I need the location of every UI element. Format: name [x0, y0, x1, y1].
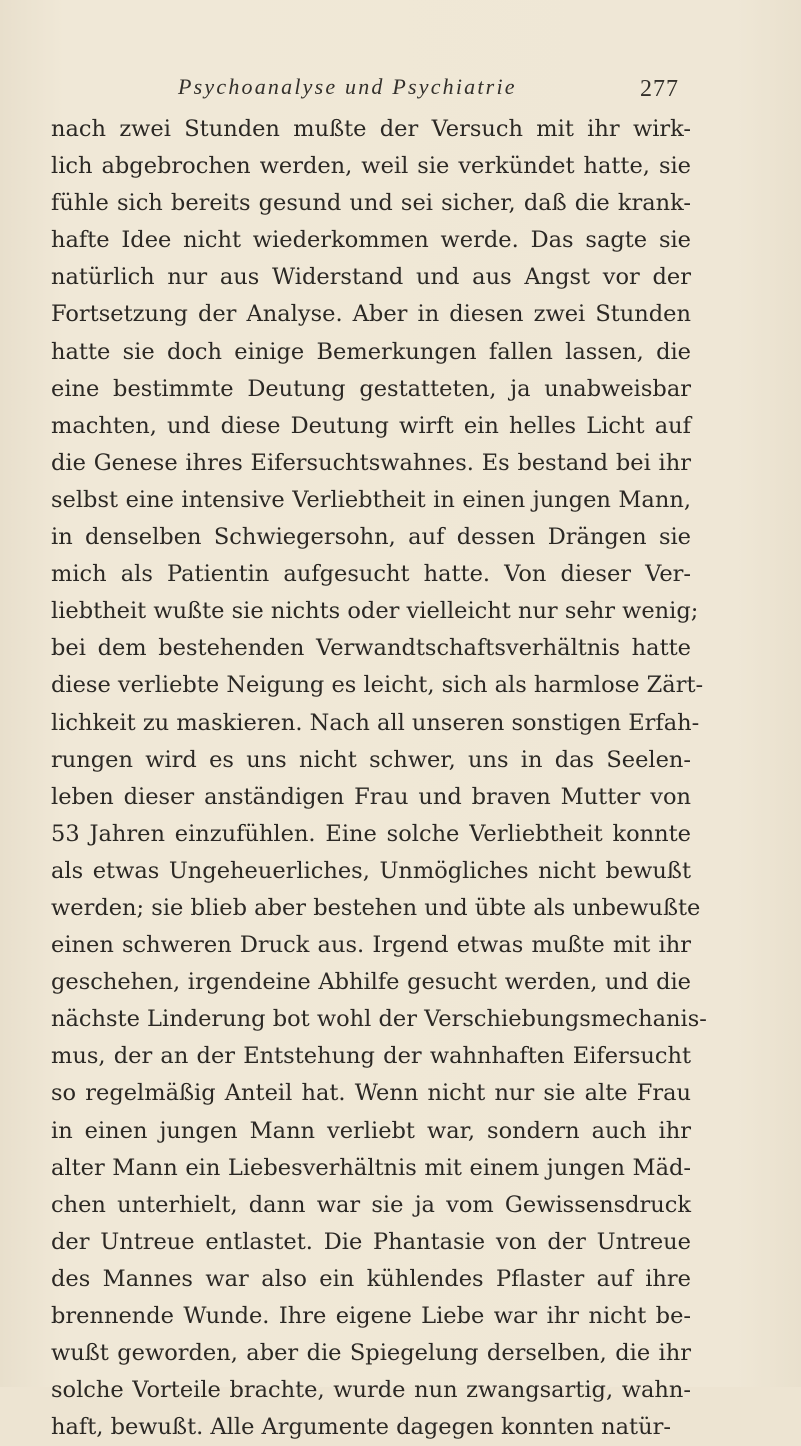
text-line: als etwas Ungeheuerliches, Unmögliches nicht bewußt: [51, 857, 691, 884]
text-line: geschehen, irgendeine Abhilfe gesucht werden, und die: [51, 969, 691, 996]
text-line: fühle sich bereits gesund und sei sicher, daß die krank-: [51, 190, 691, 217]
text-line: rungen wird es uns nicht schwer, uns in das Seelen-: [51, 746, 691, 773]
page-number: 277: [640, 76, 679, 102]
text-line: 53 Jahren einzufühlen. Eine solche Verliebtheit konnte: [51, 820, 691, 847]
text-line: brennende Wunde. Ihre eigene Liebe war ihr nicht be-: [51, 1303, 691, 1329]
text-line: lichkeit zu maskieren. Nach all unseren sonstigen Erfah-: [51, 709, 700, 736]
text-line: Fortsetzung der Analyse. Aber in diesen zwei Stunden: [51, 301, 691, 328]
text-line: natürlich nur aus Widerstand und aus Angst vor der: [51, 264, 691, 291]
text-line: lich abgebrochen werden, weil sie verkündet hatte, sie: [51, 153, 691, 180]
text-line: mus, der an der Entstehung der wahnhaften Eifersucht: [51, 1043, 691, 1070]
text-line: die Genese ihres Eifersuchtswahnes. Es bestand bei ihr: [51, 449, 691, 476]
text-line: werden; sie blieb aber bestehen und übte als unbewußte: [51, 894, 701, 921]
text-line: chen unterhielt, dann war sie ja vom Gewissensdruck: [51, 1191, 691, 1218]
text-line: mich als Patientin aufgesucht hatte. Von dieser Ver-: [51, 561, 691, 588]
text-line: machten, und diese Deutung wirft ein helles Licht auf: [51, 412, 691, 439]
text-line: nach zwei Stunden mußte der Versuch mit ihr wirk-: [51, 116, 691, 142]
text-line: liebtheit wußte sie nichts oder vielleicht nur sehr wenig;: [51, 598, 699, 625]
text-line: haft, bewußt. Alle Argumente dagegen konnten natür-: [51, 1414, 671, 1441]
running-head: Psychoanalyse und Psychiatrie: [178, 74, 517, 99]
text-line: hafte Idee nicht wiederkommen werde. Das sagte sie: [51, 227, 691, 254]
text-line: wußt geworden, aber die Spiegelung derselben, die ihr: [51, 1340, 691, 1367]
text-line: leben dieser anständigen Frau und braven Mutter von: [51, 783, 691, 810]
text-line: in denselben Schwiegersohn, auf dessen Drängen sie: [51, 524, 691, 551]
text-line: nächste Linderung bot wohl der Verschiebungsmechanis-: [51, 1006, 707, 1033]
text-line: so regelmäßig Anteil hat. Wenn nicht nur sie alte Frau: [51, 1080, 691, 1107]
text-line: der Untreue entlastet. Die Phantasie von der Untreue: [51, 1228, 691, 1255]
text-line: diese verliebte Neigung es leicht, sich als harmlose Zärt-: [51, 672, 704, 699]
text-line: alter Mann ein Liebesverhältnis mit einem jungen Mäd-: [51, 1154, 691, 1181]
text-line: hatte sie doch einige Bemerkungen fallen lassen, die: [51, 338, 691, 365]
text-line: in einen jungen Mann verliebt war, sondern auch ihr: [51, 1117, 691, 1144]
text-line: selbst eine intensive Verliebtheit in einen jungen Mann,: [51, 486, 691, 513]
text-line: einen schweren Druck aus. Irgend etwas mußte mit ihr: [51, 932, 691, 959]
text-line: des Mannes war also ein kühlendes Pflaster auf ihre: [51, 1265, 691, 1292]
body-text: [51, 111, 707, 1446]
text-line: eine bestimmte Deutung gestatteten, ja unabweisbar: [51, 375, 691, 402]
text-line: bei dem bestehenden Verwandtschaftsverhältnis hatte: [51, 635, 691, 662]
text-line: solche Vorteile brachte, wurde nun zwangsartig, wahn-: [51, 1377, 691, 1404]
